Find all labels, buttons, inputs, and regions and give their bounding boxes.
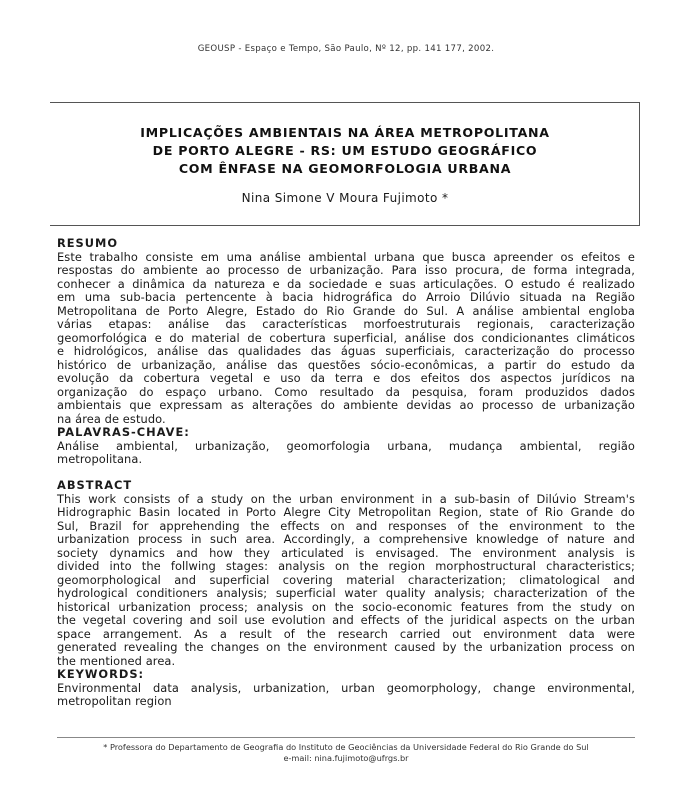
resumo-line: Este trabalho consiste em uma análise ambiental urbana que busca apreender os efeitos e (57, 249, 635, 264)
keywords-line: metropolitan region (57, 694, 172, 708)
resumo-line: respostas do ambiente ao processo de urbanização. Para isso procura, de forma integrada, (57, 263, 635, 277)
resumo-line: conhecer a dinâmica da natureza e da sociedade e suas articulações. O estudo é realizado (57, 276, 635, 291)
resumo-line: geomorfológica e do material de cobertura superficial, análise dos condicionantes climáticos (57, 330, 635, 345)
footnote-email: e-mail: nina.fujimoto@ufrgs.br (283, 753, 409, 763)
resumo-heading: RESUMO (57, 236, 119, 250)
abstract-section (57, 479, 635, 709)
abstract-line: the mentioned area. (57, 653, 176, 668)
resumo-line: Metropolitana de Porto Alegre, Estado do Rio Grande do Sul. A análise ambiental engloba (57, 303, 635, 318)
abstract-line: Sul, Brazil for apprehending the effects on and responses of the environment to the (57, 518, 635, 533)
abstract-line: the vegetal covering and soil use evolution and effects of the juridical aspects on the urban (57, 613, 635, 627)
resumo-line: ambientais que expressam as alterações do ambiente devidas ao processo de urbanização (57, 398, 635, 412)
resumo-line: histórico de urbanização, análise das questões sócio-econômicas, a partir do estudo da (57, 357, 635, 372)
abstract-line: urbanization process in such area. Accordingly, a comprehensive knowledge of nature and (57, 532, 635, 546)
article-title (50, 124, 640, 178)
resumo-line: e hidrológicos, análise das qualidades das águas superficiais, caracterização do processo (57, 344, 635, 358)
abstract-line: This work consists of a study on the urban environment in a sub-basin of Dilúvio Stream's (57, 491, 635, 506)
author-footnote (57, 737, 635, 764)
abstract-line: society dynamics and how they articulated is envisaged. The environment analysis is (57, 545, 635, 560)
resumo-section (57, 237, 635, 467)
palavras-chave-heading: PALAVRAS-CHAVE: (57, 425, 190, 439)
resumo-line: na área de estudo. (57, 411, 166, 426)
resumo-line: várias etapas: análise das características morfoestruturais regionais, caracterização (57, 317, 635, 331)
resumo-line: evolução da cobertura vegetal e uso da terra e dos efeitos dos aspectos jurídicos na (57, 371, 635, 385)
abstract-line: Hidrographic Basin located in Porto Alegre City Metropolitan Region, state of Rio Grande do (57, 505, 635, 519)
title-line: IMPLICAÇÕES AMBIENTAIS NA ÁREA METROPOLITANA (140, 125, 550, 140)
abstract-heading: ABSTRACT (57, 478, 133, 492)
title-line: COM ÊNFASE NA GEOMORFOLOGIA URBANA (178, 161, 512, 176)
palavras-chave-line: metropolitana. (57, 452, 143, 466)
abstract-line: geomorphological and superficial covering material characterization; climatological and (57, 572, 635, 587)
keywords-heading: KEYWORDS: (57, 667, 145, 681)
abstract-line: historical urbanization process; analysis on the socio-economic features from the study on (57, 599, 635, 614)
abstract-line: space arrangement. As a result of the research carried out environment data were (57, 626, 635, 641)
abstract-line: hydrological conditioners analysis; superficial water quality analysis; characterization of the (57, 586, 635, 600)
palavras-chave-line: Análise ambiental, urbanização, geomorfologia urbana, mudança ambiental, região (57, 438, 635, 453)
running-head: GEOUSP - Espaço e Tempo, São Paulo, Nº 12, pp. 141 177, 2002. (197, 44, 495, 54)
abstract-line: generated revealing the changes on the environment caused by the urbanization process on (57, 640, 635, 654)
resumo-line: organização do espaço urbano. Como resultado da pesquisa, foram produzidos dados (57, 384, 635, 399)
keywords-line: Environmental data analysis, urbanization, urban geomorphology, change environmental, (57, 680, 635, 695)
abstract-line: divided into the follwing stages: analysis on the region morphostructural characteristics; (57, 559, 635, 573)
author-name: Nina Simone V Moura Fujimoto * (241, 191, 449, 205)
resumo-line: em uma sub-bacia pertencente à bacia hidrográfica do Arroio Dilúvio situada na Região (57, 290, 635, 304)
title-line: DE PORTO ALEGRE - RS: UM ESTUDO GEOGRÁFICO (152, 143, 538, 158)
footnote-affiliation: * Professora do Departamento de Geografia do Instituto de Geociências da Universidade Federal do Rio Grande do Sul (103, 742, 589, 752)
